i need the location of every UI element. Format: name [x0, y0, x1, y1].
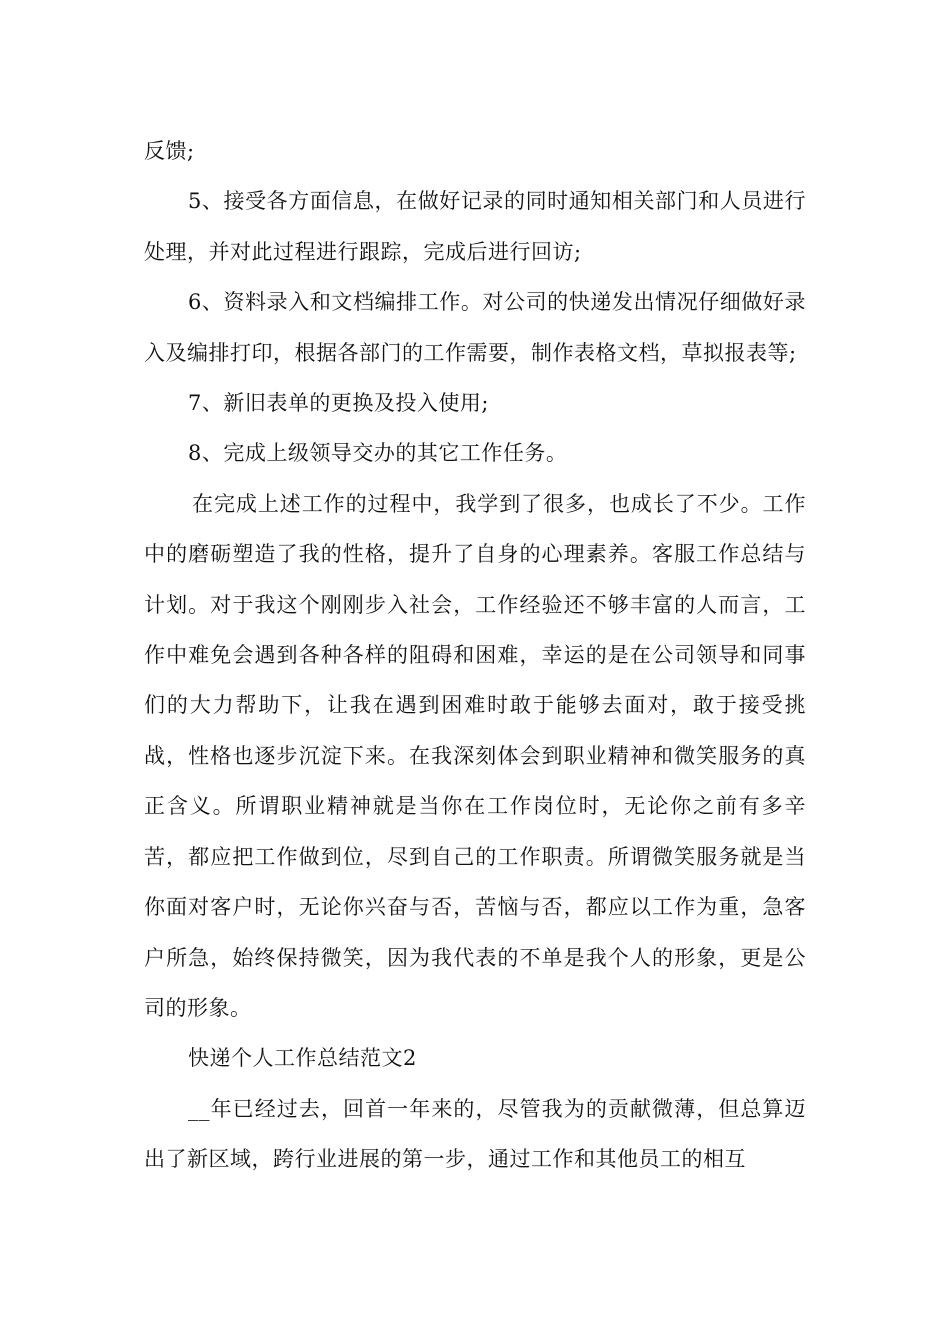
section-heading: 快递个人工作总结范文2 — [188, 1046, 417, 1071]
paragraph-text: 年已经过去，回首一年来的，尽管我为的贡献微薄，但总算迈出了新区域，跨行业进展的第一步，通过工作和其他员工的相互 — [144, 1096, 806, 1172]
list-item-5: 5、接受各方面信息，在做好记录的同时通知相关部门和人员进行处理，并对此过程进行跟踪，完成后进行回访; — [144, 189, 806, 264]
fill-in-blank: __ — [188, 1096, 210, 1121]
document-body — [144, 126, 806, 1185]
body-paragraph: 在完成上述工作的过程中，我学到了很多，也成长了不少。工作中的磨砺塑造了我的性格，提升了自身的心理素养。客服工作总结与计划。对于我这个刚刚步入社会，工作经验还不够丰富的人而言，工作中难免会遇到各种各样的阻碍和困难，幸运的是在公司领导和同事们的大力帮助下，让我在遇到困难时敢于能够去面对，敢于接受挑战，性格也逐步沉淀下来。在我深刻体会到职业精神和微笑服务的真正含义。所谓职业精神就是当你在工作岗位时，无论你之前有多辛苦，都应把工作做到位，尽到自己的工作职责。所谓微笑服务就是当你面对客户时，无论你兴奋与否，苦恼与否，都应以工作为重，急客户所急，始终保持微笑，因为我代表的不单是我个人的形象，更是公司的形象。 — [144, 491, 806, 1020]
body-paragraph-2 — [144, 1084, 806, 1185]
list-item-8: 8、完成上级领导交办的其它工作任务。 — [188, 441, 568, 466]
list-item-7: 7、新旧表单的更换及投入使用; — [188, 391, 489, 416]
paragraph-continuation: 反馈; — [144, 139, 195, 163]
list-item-6: 6、资料录入和文档编排工作。对公司的快递发出情况仔细做好录入及编排打印，根据各部门的工作需要，制作表格文档，草拟报表等; — [144, 290, 806, 365]
